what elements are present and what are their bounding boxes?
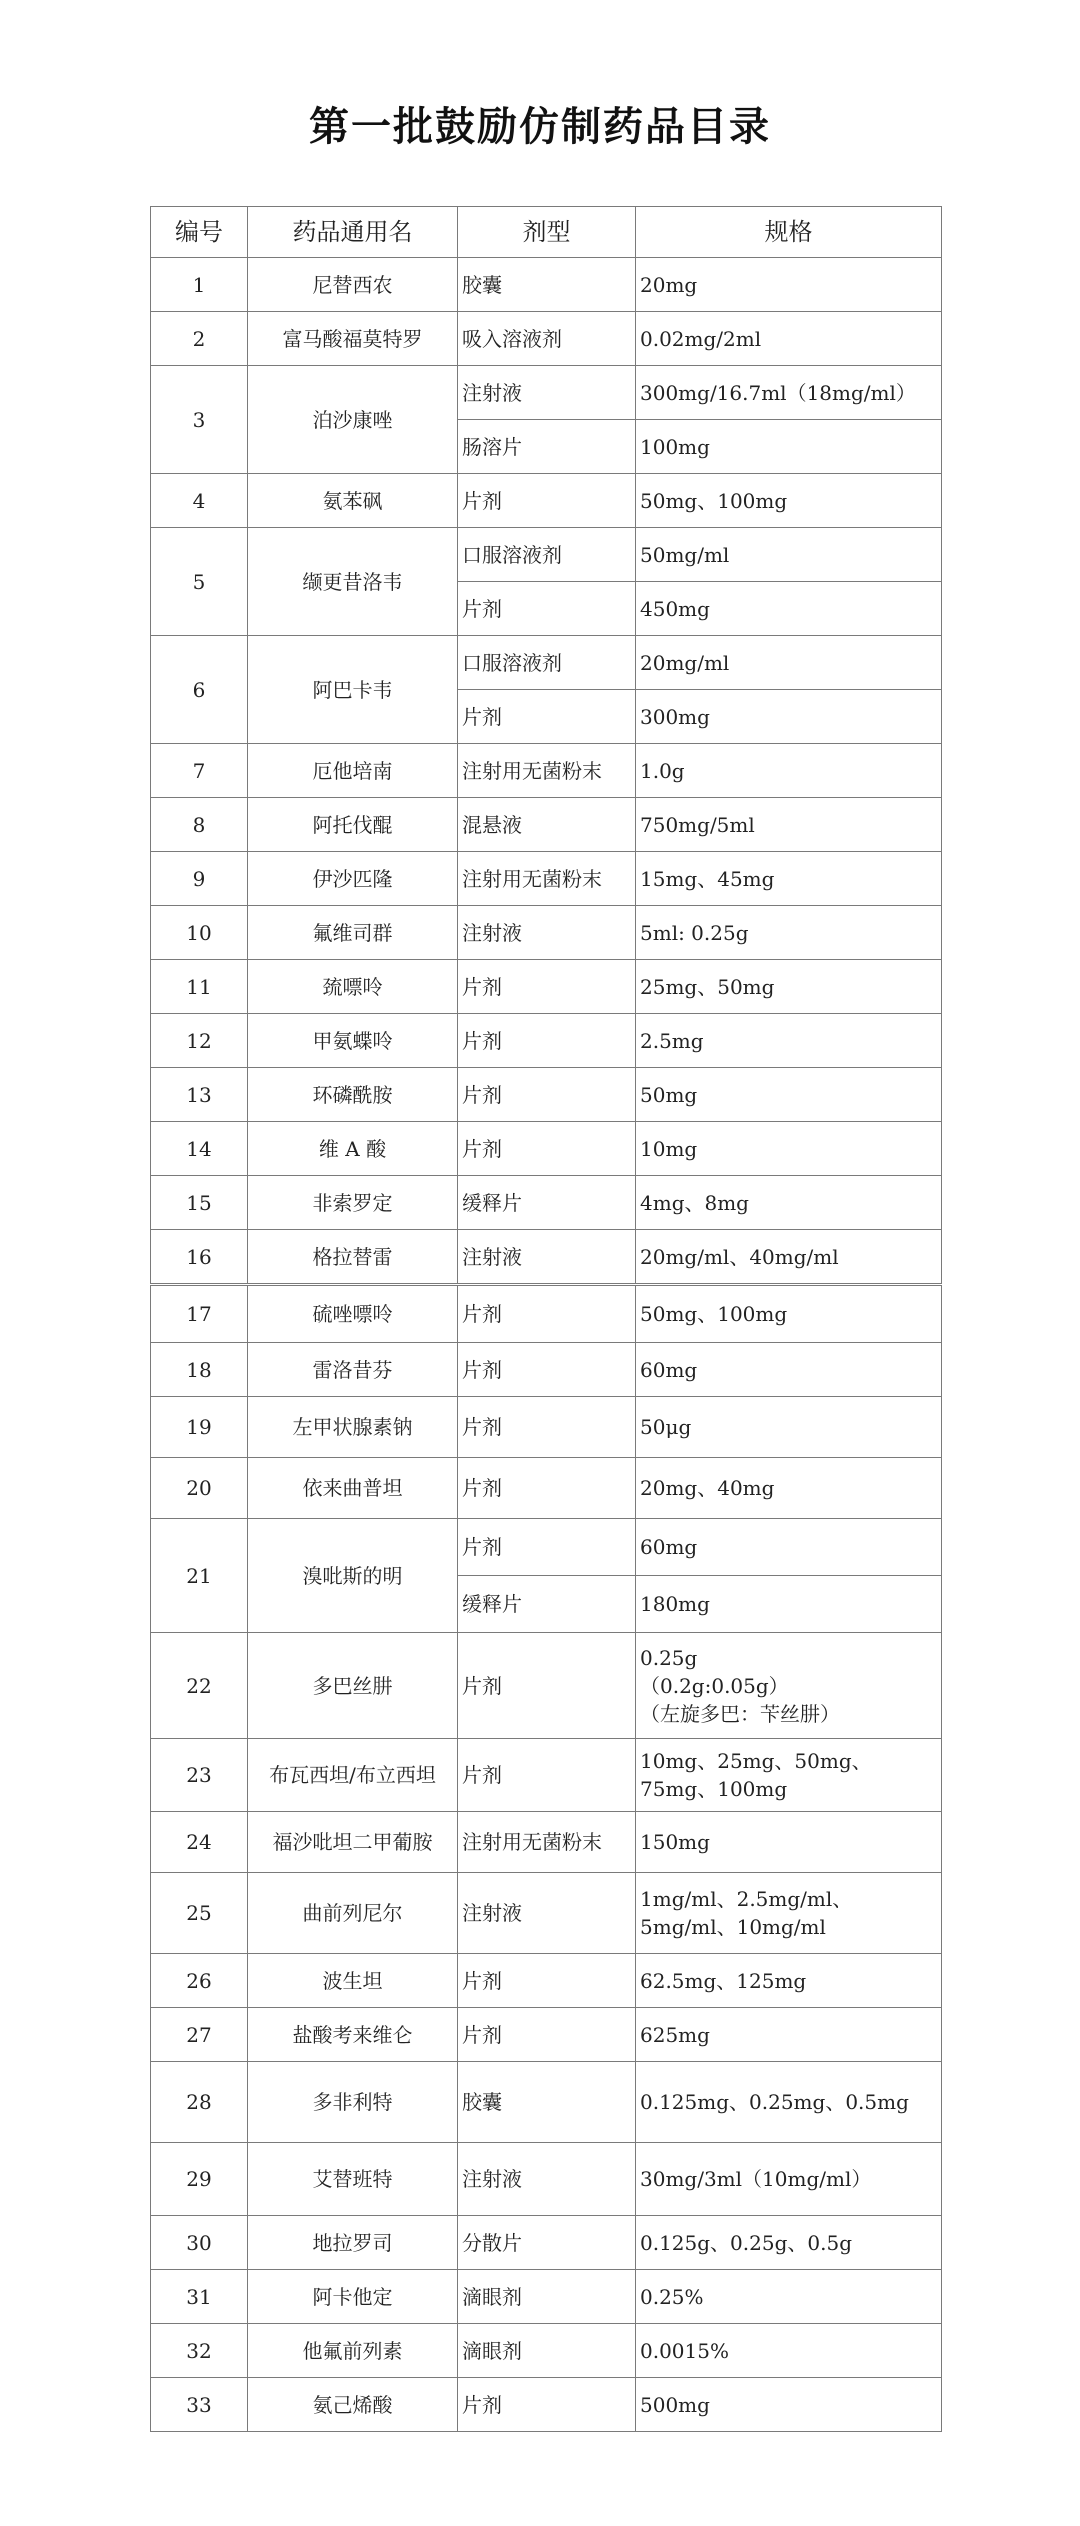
cell-number: 32 <box>151 2324 248 2378</box>
table-row <box>151 960 942 1014</box>
cell-specification: 15mg、45mg <box>636 852 942 906</box>
table-row <box>151 2270 942 2324</box>
cell-number: 26 <box>151 1954 248 2008</box>
drug-catalog-table <box>150 206 942 2432</box>
cell-dosage-form: 片剂 <box>458 1285 636 1343</box>
cell-specification: 10mg、25mg、50mg、75mg、100mg <box>636 1739 942 1812</box>
table-row <box>151 1633 942 1739</box>
cell-number: 17 <box>151 1285 248 1343</box>
cell-number: 29 <box>151 2143 248 2216</box>
table-row <box>151 1812 942 1873</box>
cell-specification: 25mg、50mg <box>636 960 942 1014</box>
cell-dosage-form: 片剂 <box>458 2378 636 2432</box>
cell-number: 5 <box>151 528 248 636</box>
cell-number: 24 <box>151 1812 248 1873</box>
cell-number: 3 <box>151 366 248 474</box>
cell-drug-name: 艾替班特 <box>248 2143 458 2216</box>
cell-dosage-form: 片剂 <box>458 582 636 636</box>
cell-dosage-form: 混悬液 <box>458 798 636 852</box>
table-row <box>151 1873 942 1954</box>
cell-number: 31 <box>151 2270 248 2324</box>
cell-specification: 0.125mg、0.25mg、0.5mg <box>636 2062 942 2143</box>
cell-specification: 1.0g <box>636 744 942 798</box>
specification-line: （左旋多巴：苄丝肼） <box>640 1701 840 1726</box>
cell-drug-name: 甲氨蝶呤 <box>248 1014 458 1068</box>
cell-number: 23 <box>151 1739 248 1812</box>
header-specification: 规格 <box>636 207 942 258</box>
cell-specification: 300mg <box>636 690 942 744</box>
table-row <box>151 474 942 528</box>
cell-specification: 625mg <box>636 2008 942 2062</box>
cell-dosage-form: 片剂 <box>458 1122 636 1176</box>
cell-number: 2 <box>151 312 248 366</box>
table-row <box>151 2143 942 2216</box>
cell-number: 11 <box>151 960 248 1014</box>
cell-drug-name: 他氟前列素 <box>248 2324 458 2378</box>
cell-specification: 50mg、100mg <box>636 474 942 528</box>
cell-specification: 20mg、40mg <box>636 1458 942 1519</box>
cell-number: 20 <box>151 1458 248 1519</box>
cell-drug-name: 氨己烯酸 <box>248 2378 458 2432</box>
cell-dosage-form: 滴眼剂 <box>458 2270 636 2324</box>
table-row <box>151 744 942 798</box>
cell-specification: 5ml: 0.25g <box>636 906 942 960</box>
cell-drug-name: 多非利特 <box>248 2062 458 2143</box>
cell-drug-name: 缬更昔洛韦 <box>248 528 458 636</box>
cell-specification: 100mg <box>636 420 942 474</box>
cell-specification: 0.125g、0.25g、0.5g <box>636 2216 942 2270</box>
cell-dosage-form: 注射液 <box>458 1230 636 1285</box>
cell-number: 22 <box>151 1633 248 1739</box>
table-row <box>151 2062 942 2143</box>
cell-specification: 20mg/ml <box>636 636 942 690</box>
cell-specification: 60mg <box>636 1343 942 1397</box>
table-row <box>151 1954 942 2008</box>
table-row <box>151 2324 942 2378</box>
cell-dosage-form: 片剂 <box>458 1014 636 1068</box>
cell-specification: 10mg <box>636 1122 942 1176</box>
cell-drug-name: 福沙吡坦二甲葡胺 <box>248 1812 458 1873</box>
specification-line: 0.25g <box>640 1645 698 1670</box>
cell-number: 12 <box>151 1014 248 1068</box>
cell-dosage-form: 注射用无菌粉末 <box>458 744 636 798</box>
cell-dosage-form: 注射液 <box>458 906 636 960</box>
header-number: 编号 <box>151 207 248 258</box>
cell-drug-name: 伊沙匹隆 <box>248 852 458 906</box>
cell-number: 21 <box>151 1519 248 1633</box>
cell-specification: 1mg/ml、2.5mg/ml、5mg/ml、10mg/ml <box>636 1873 942 1954</box>
cell-drug-name: 巯嘌呤 <box>248 960 458 1014</box>
specification-line: （0.2g:0.05g） <box>640 1673 789 1698</box>
cell-number: 9 <box>151 852 248 906</box>
table-row <box>151 312 942 366</box>
cell-specification: 62.5mg、125mg <box>636 1954 942 2008</box>
cell-dosage-form: 片剂 <box>458 1954 636 2008</box>
cell-drug-name: 溴吡斯的明 <box>248 1519 458 1633</box>
cell-specification: 30mg/3ml（10mg/ml） <box>636 2143 942 2216</box>
cell-number: 27 <box>151 2008 248 2062</box>
table-body <box>151 258 942 2432</box>
cell-specification: 300mg/16.7ml（18mg/ml） <box>636 366 942 420</box>
cell-dosage-form: 胶囊 <box>458 2062 636 2143</box>
cell-number: 8 <box>151 798 248 852</box>
table-row <box>151 636 942 690</box>
table-header-row <box>151 207 942 258</box>
cell-specification <box>636 1633 942 1739</box>
cell-dosage-form: 缓释片 <box>458 1576 636 1633</box>
table-row <box>151 1014 942 1068</box>
cell-number: 30 <box>151 2216 248 2270</box>
cell-specification: 4mg、8mg <box>636 1176 942 1230</box>
cell-number: 13 <box>151 1068 248 1122</box>
cell-number: 15 <box>151 1176 248 1230</box>
cell-specification: 750mg/5ml <box>636 798 942 852</box>
table-row <box>151 2008 942 2062</box>
table-row <box>151 1122 942 1176</box>
cell-dosage-form: 片剂 <box>458 1633 636 1739</box>
cell-drug-name: 氨苯砜 <box>248 474 458 528</box>
cell-drug-name: 依来曲普坦 <box>248 1458 458 1519</box>
cell-dosage-form: 片剂 <box>458 1519 636 1576</box>
table-row <box>151 1068 942 1122</box>
cell-dosage-form: 片剂 <box>458 474 636 528</box>
cell-dosage-form: 片剂 <box>458 1458 636 1519</box>
cell-drug-name: 环磷酰胺 <box>248 1068 458 1122</box>
table-row <box>151 2216 942 2270</box>
cell-drug-name: 波生坦 <box>248 1954 458 2008</box>
cell-specification: 450mg <box>636 582 942 636</box>
cell-drug-name: 盐酸考来维仑 <box>248 2008 458 2062</box>
cell-number: 19 <box>151 1397 248 1458</box>
table-row <box>151 528 942 582</box>
cell-drug-name: 维 A 酸 <box>248 1122 458 1176</box>
cell-specification: 2.5mg <box>636 1014 942 1068</box>
cell-dosage-form: 片剂 <box>458 2008 636 2062</box>
cell-specification: 0.0015% <box>636 2324 942 2378</box>
table-row <box>151 1285 942 1343</box>
cell-dosage-form: 肠溶片 <box>458 420 636 474</box>
cell-number: 10 <box>151 906 248 960</box>
cell-dosage-form: 吸入溶液剂 <box>458 312 636 366</box>
cell-dosage-form: 注射液 <box>458 366 636 420</box>
cell-specification: 50mg <box>636 1068 942 1122</box>
cell-number: 6 <box>151 636 248 744</box>
cell-dosage-form: 片剂 <box>458 1343 636 1397</box>
header-dosage-form: 剂型 <box>458 207 636 258</box>
header-drug-name: 药品通用名 <box>248 207 458 258</box>
cell-dosage-form: 注射用无菌粉末 <box>458 1812 636 1873</box>
cell-specification: 180mg <box>636 1576 942 1633</box>
cell-dosage-form: 滴眼剂 <box>458 2324 636 2378</box>
table-row <box>151 1343 942 1397</box>
cell-dosage-form: 片剂 <box>458 1739 636 1812</box>
cell-drug-name: 左甲状腺素钠 <box>248 1397 458 1458</box>
cell-number: 28 <box>151 2062 248 2143</box>
cell-drug-name: 泊沙康唑 <box>248 366 458 474</box>
table-row <box>151 1519 942 1576</box>
cell-number: 25 <box>151 1873 248 1954</box>
table-row <box>151 798 942 852</box>
cell-drug-name: 氟维司群 <box>248 906 458 960</box>
table-row <box>151 366 942 420</box>
cell-drug-name: 曲前列尼尔 <box>248 1873 458 1954</box>
cell-dosage-form: 分散片 <box>458 2216 636 2270</box>
table-row <box>151 2378 942 2432</box>
cell-drug-name: 阿托伐醌 <box>248 798 458 852</box>
cell-dosage-form: 注射用无菌粉末 <box>458 852 636 906</box>
cell-number: 14 <box>151 1122 248 1176</box>
cell-specification: 20mg/ml、40mg/ml <box>636 1230 942 1285</box>
table-row <box>151 258 942 312</box>
cell-dosage-form: 片剂 <box>458 960 636 1014</box>
cell-drug-name: 格拉替雷 <box>248 1230 458 1285</box>
cell-number: 7 <box>151 744 248 798</box>
cell-number: 16 <box>151 1230 248 1285</box>
cell-drug-name: 硫唑嘌呤 <box>248 1285 458 1343</box>
cell-drug-name: 地拉罗司 <box>248 2216 458 2270</box>
cell-drug-name: 尼替西农 <box>248 258 458 312</box>
cell-dosage-form: 口服溶液剂 <box>458 528 636 582</box>
cell-drug-name: 阿巴卡韦 <box>248 636 458 744</box>
cell-drug-name: 多巴丝肼 <box>248 1633 458 1739</box>
table-row <box>151 1739 942 1812</box>
cell-drug-name: 布瓦西坦/布立西坦 <box>248 1739 458 1812</box>
table-row <box>151 1397 942 1458</box>
cell-drug-name: 厄他培南 <box>248 744 458 798</box>
cell-dosage-form: 胶囊 <box>458 258 636 312</box>
cell-specification: 50mg、100mg <box>636 1285 942 1343</box>
cell-number: 1 <box>151 258 248 312</box>
page-title: 第一批鼓励仿制药品目录 <box>309 104 771 150</box>
cell-specification: 20mg <box>636 258 942 312</box>
cell-specification: 150mg <box>636 1812 942 1873</box>
cell-specification: 60mg <box>636 1519 942 1576</box>
cell-dosage-form: 注射液 <box>458 2143 636 2216</box>
cell-dosage-form: 缓释片 <box>458 1176 636 1230</box>
cell-dosage-form: 片剂 <box>458 1068 636 1122</box>
cell-dosage-form: 片剂 <box>458 1397 636 1458</box>
cell-number: 33 <box>151 2378 248 2432</box>
cell-drug-name: 雷洛昔芬 <box>248 1343 458 1397</box>
table-row <box>151 906 942 960</box>
cell-dosage-form: 片剂 <box>458 690 636 744</box>
cell-dosage-form: 注射液 <box>458 1873 636 1954</box>
table-row <box>151 1458 942 1519</box>
table-row <box>151 852 942 906</box>
cell-drug-name: 阿卡他定 <box>248 2270 458 2324</box>
cell-dosage-form: 口服溶液剂 <box>458 636 636 690</box>
cell-specification: 50mg/ml <box>636 528 942 582</box>
cell-number: 18 <box>151 1343 248 1397</box>
table-row <box>151 1230 942 1285</box>
cell-drug-name: 非索罗定 <box>248 1176 458 1230</box>
cell-drug-name: 富马酸福莫特罗 <box>248 312 458 366</box>
cell-specification: 0.02mg/2ml <box>636 312 942 366</box>
cell-specification: 500mg <box>636 2378 942 2432</box>
cell-number: 4 <box>151 474 248 528</box>
cell-specification: 0.25% <box>636 2270 942 2324</box>
table-row <box>151 1176 942 1230</box>
cell-specification: 50μg <box>636 1397 942 1458</box>
